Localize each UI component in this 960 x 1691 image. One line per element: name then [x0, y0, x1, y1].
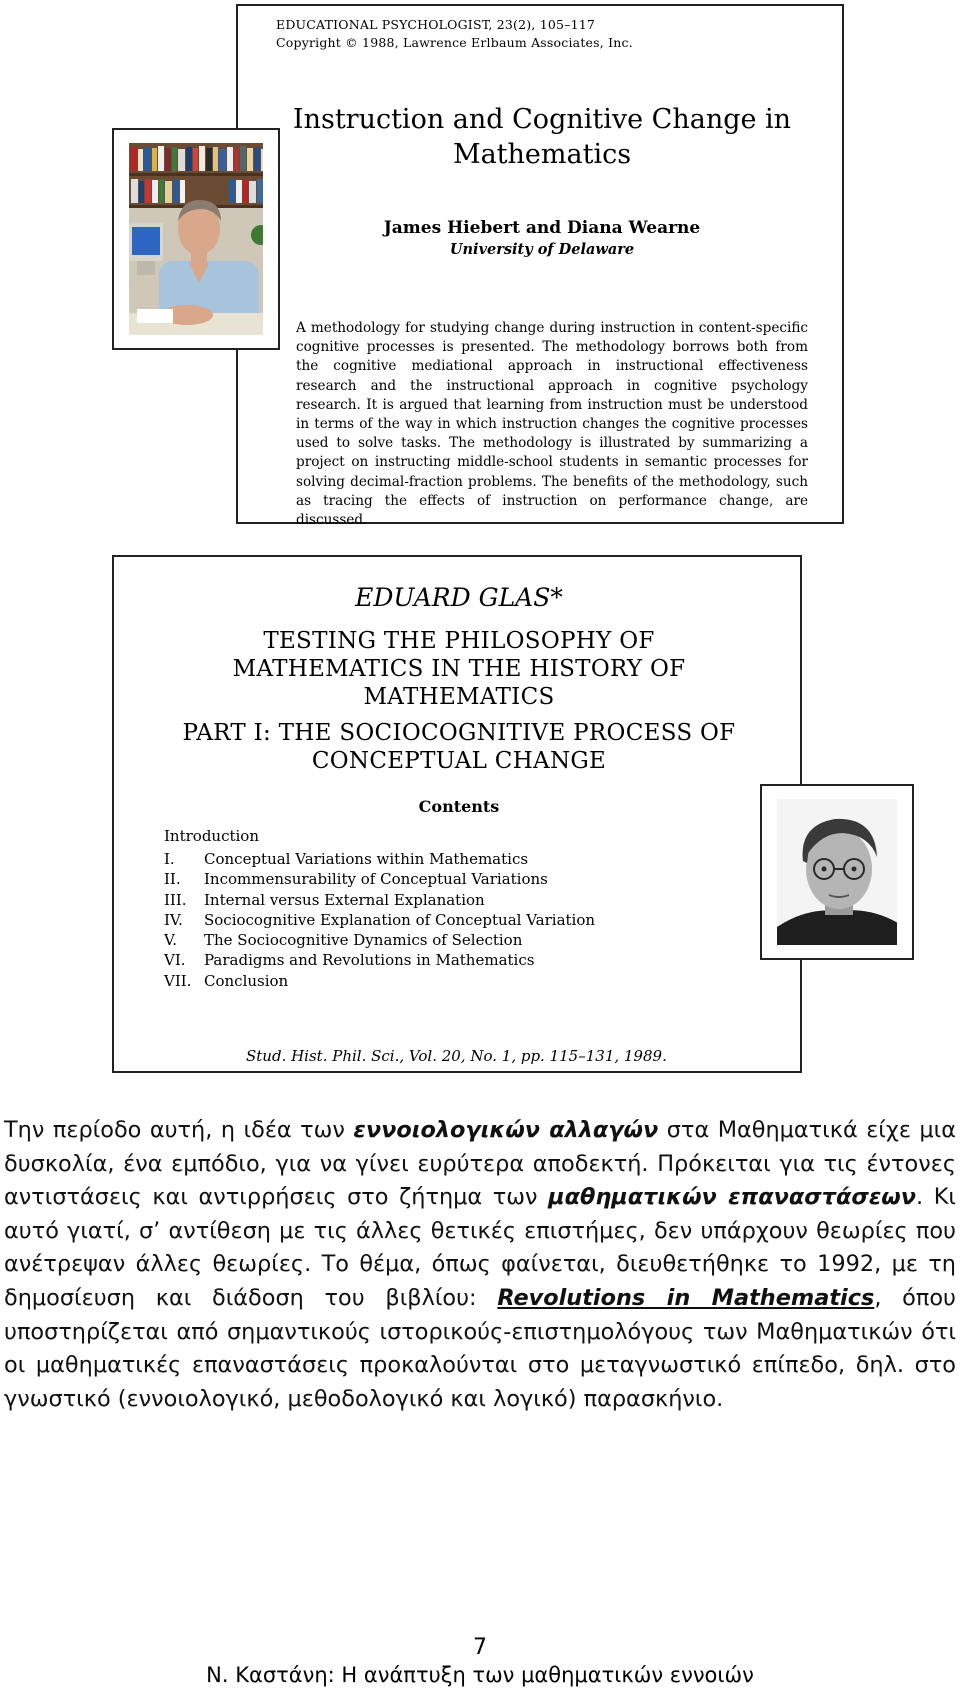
- contents-heading: Contents: [418, 797, 500, 816]
- page-footer: Ν. Καστάνη: Η ανάπτυξη των μαθηματικών εννοιών: [206, 1663, 754, 1687]
- toc-item: I. Conceptual Variations within Mathematics: [164, 850, 529, 868]
- paper-authors: James Hiebert and Diana Wearne: [383, 218, 701, 238]
- paper-title: Instruction and Cognitive Change in Mathematics: [292, 104, 792, 170]
- body-paragraph: Την περίοδο αυτή, η ιδέα των εννοιολογικών αλλαγών στα Μαθηματικά είχε μια δυσκολία, ένα εμπόδιο, για να γίνει ευρύτερα αποδεκτή. Πρόκειται για τις έντονες αντιστάσεις και αντιρρήσεις στο ζήτημα των μαθηματικών επαναστάσεων. Κι αυτό γιατί, σ’ αντίθεση με τις άλλες θετικές επιστήμες, δεν υπάρχουν θεωρίες που ανέτρεψαν άλλες θεωρίες. Το θέμα, όπως φαίνεται, διευθετήθηκε το 1992, με τη δημοσίευση και διάδοση του βιβλίου: Revolutions in Mathematics, όπου υποστηρίζεται από σημαντικούς ιστορικούς-επιστημολόγους των Μαθηματικών ότι οι μαθηματικές επαναστάσεις προκαλούνται στο μεταγνωστικό επίπεδο, δηλ. στο γνωστικό (εννοιολογικό, μεθοδολογικό και λογικό) παρασκήνιο.: [4, 1117, 957, 1412]
- page-number: 7: [473, 1635, 487, 1660]
- toc-item: V. The Sociocognitive Dynamics of Selection: [164, 931, 523, 950]
- toc-item: VI. Paradigms and Revolutions in Mathematics: [164, 951, 535, 970]
- book-title: Revolutions in Mathematics: [497, 1284, 875, 1311]
- author-photo-glas: [760, 784, 914, 960]
- table-of-contents: [164, 849, 595, 991]
- journal-citation: Stud. Hist. Phil. Sci., Vol. 20, No. 1, pp. 115–131, 1989.: [246, 1047, 667, 1065]
- toc-item: IV. Sociocognitive Explanation of Conceptual Variation: [164, 910, 596, 929]
- paper-affiliation: University of Delaware: [449, 241, 635, 258]
- emphasis-mathematical-revolutions: μαθηματικών επαναστάσεων: [548, 1184, 916, 1211]
- paper-author: EDUARD GLAS*: [355, 583, 563, 612]
- toc-item: II. Incommensurability of Conceptual Variations: [164, 870, 548, 889]
- paper-scan-hiebert-wearne: [236, 4, 844, 529]
- journal-citation: EDUCATIONAL PSYCHOLOGIST, 23(2), 105–117: [276, 17, 596, 32]
- copyright-line: Copyright © 1988, Lawrence Erlbaum Associates, Inc.: [276, 35, 633, 50]
- emphasis-conceptual-changes: εννοιολογικών αλλαγών: [353, 1117, 659, 1143]
- toc-item: III. Internal versus External Explanation: [164, 890, 485, 909]
- portrait-image: [129, 143, 263, 335]
- journal-header: [276, 16, 633, 52]
- toc-item: VII. Conclusion: [164, 971, 289, 990]
- portrait-image: [777, 799, 897, 945]
- author-photo-hiebert: [112, 128, 280, 350]
- paper-abstract: A methodology for studying change during instruction in content-specific cognitive processes is presented. The methodology borrows both from the cognitive mediational approach in instructional effectiveness research and the instructional approach in cognitive psychology research. It is argued that learning from instruction must be understood in terms of the way in which instruction changes the cognitive processes used to solve tasks. The methodology is illustrated by summarizing a project on instructing middle-school students in semantic processes for solving decimal-fraction problems. The benefits of the methodology, such as tracing the effects of instruction on performance change, are discussed.: [296, 320, 808, 529]
- toc-introduction: Introduction: [164, 827, 259, 845]
- paper-scan-glas: [112, 555, 802, 1073]
- paper-part-title: PART I: THE SOCIOCOGNITIVE PROCESS OF CONCEPTUAL CHANGE: [182, 720, 736, 774]
- paper-title: TESTING THE PHILOSOPHY OF MATHEMATICS IN THE HISTORY OF MATHEMATICS: [232, 628, 686, 710]
